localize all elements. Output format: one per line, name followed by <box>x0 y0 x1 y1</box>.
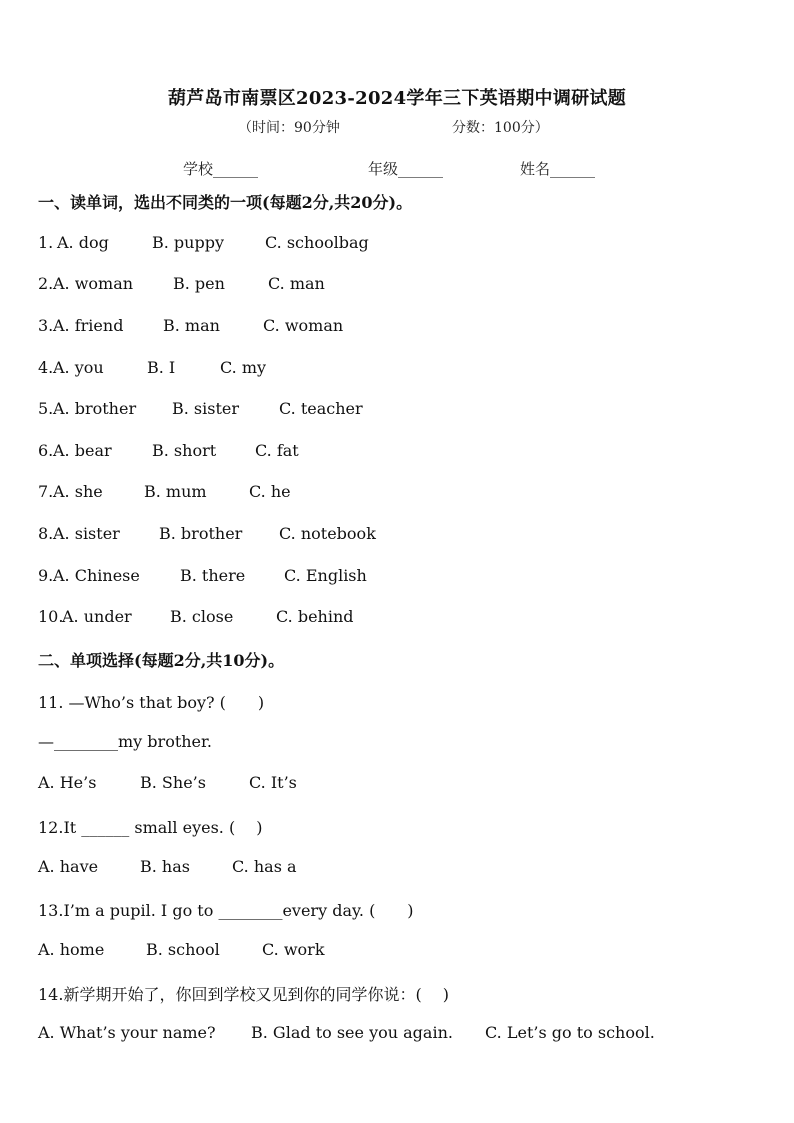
option-c: C. fat <box>255 441 299 460</box>
option-b: B. She’s <box>140 773 206 792</box>
option-c: C. woman <box>263 316 344 335</box>
option-a: A. she <box>53 482 103 501</box>
option-a: A. Chinese <box>53 566 140 585</box>
option-b: B. mum <box>144 482 207 501</box>
option-b: B. puppy <box>152 233 224 252</box>
option-c: C. work <box>262 940 325 959</box>
option-b: B. sister <box>172 399 240 418</box>
option-c: C. he <box>249 482 291 501</box>
question-stem: 12.It ______ small eyes. ( ) <box>38 818 263 837</box>
option-c: C. notebook <box>279 524 376 543</box>
question-number: 5. <box>38 399 54 418</box>
option-b: B. there <box>180 566 246 585</box>
option-a: A. woman <box>53 274 134 293</box>
option-c: C. man <box>268 274 325 293</box>
question-number: 4. <box>38 358 54 377</box>
option-c: C. my <box>220 358 267 377</box>
option-b: B. close <box>170 607 234 626</box>
option-a: A. bear <box>53 441 112 460</box>
option-c: C. English <box>284 566 367 585</box>
question-number: 6. <box>38 441 54 460</box>
question-number: 3. <box>38 316 54 335</box>
question-number: 7. <box>38 482 54 501</box>
question-stem-answer-line: —________my brother. <box>38 732 212 751</box>
question-number: 1. <box>38 233 54 252</box>
option-c: C. teacher <box>279 399 363 418</box>
option-b: B. pen <box>173 274 225 293</box>
section-2-heading: 二、单项选择(每题2分,共10分)。 <box>38 651 285 670</box>
option-a: A. He’s <box>38 773 97 792</box>
option-c: C. behind <box>276 607 354 626</box>
question-number: 10. <box>38 607 64 626</box>
option-c: C. It’s <box>249 773 297 792</box>
option-a: A. friend <box>53 316 124 335</box>
option-a: A. sister <box>53 524 120 543</box>
option-c: C. schoolbag <box>265 233 369 252</box>
option-b: B. has <box>140 857 190 876</box>
question-stem: 11. —Who’s that boy? ( ) <box>38 693 265 712</box>
question-stem: 14.新学期开始了，你回到学校又见到你的同学你说：( ) <box>38 985 450 1004</box>
option-a: A. you <box>53 358 104 377</box>
question-stem: 13.I’m a pupil. I go to ________every day. ( ) <box>38 901 414 920</box>
option-b: B. Glad to see you again. <box>251 1023 453 1042</box>
grade-field-label: 年级______ <box>368 160 444 178</box>
exam-score: 分数：100分） <box>452 120 549 136</box>
name-field-label: 姓名______ <box>520 160 596 178</box>
school-field-label: 学校______ <box>183 160 259 178</box>
option-a: A. home <box>38 940 105 959</box>
option-c: C. Let’s go to school. <box>485 1023 655 1042</box>
question-number: 9. <box>38 566 54 585</box>
section-1-heading: 一、读单词，选出不同类的一项(每题2分,共20分)。 <box>38 193 413 212</box>
option-b: B. I <box>147 358 176 377</box>
option-a: A. under <box>62 607 132 626</box>
option-a: A. have <box>38 857 99 876</box>
option-b: B. brother <box>159 524 243 543</box>
question-number: 2. <box>38 274 54 293</box>
option-a: A. What’s your name? <box>38 1023 216 1042</box>
option-a: A. dog <box>57 233 109 252</box>
exam-time: （时间：90分钟 <box>238 120 340 136</box>
option-b: B. school <box>146 940 220 959</box>
option-b: B. short <box>152 441 217 460</box>
option-b: B. man <box>163 316 220 335</box>
question-number: 8. <box>38 524 54 543</box>
option-a: A. brother <box>53 399 137 418</box>
option-c: C. has a <box>232 857 297 876</box>
exam-title: 葫芦岛市南票区2023-2024学年三下英语期中调研试题 <box>167 88 627 109</box>
